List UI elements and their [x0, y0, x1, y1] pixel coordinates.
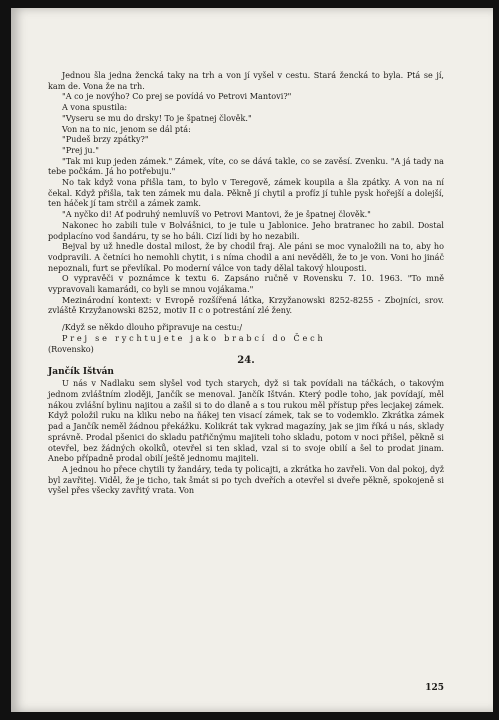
paragraph: Von na to nic, jenom se dál ptá:: [62, 123, 191, 134]
paragraph: "A nyčko di! Ať podruhý nemluvíš vo Petrovi Mantovi, že je špatnej člověk.": [62, 209, 371, 220]
page-paper: [11, 8, 493, 712]
paragraph: Jednou šla jedna žencká taky na trh a von jí vyšel v cestu. Stará žencká to byla. Ptá se jí, kam de. Vona že na trh.: [48, 70, 444, 91]
paragraph: "Prej ju.": [62, 144, 99, 155]
paragraph: No tak když vona přišla tam, to bylo v Teregově, zámek koupila a šla zpátky. A von na ní čekal. Když přišla, tak ten zámek mu dala. Pěkně jí chytil a profíz jí tuhle pysk hořejší a dolejší, ten háček jí tam strčil a zámek zamk.: [48, 177, 444, 209]
paragraph: "A co je novýho? Co prej se povídá vo Petrovi Mantovi?": [62, 91, 292, 102]
paragraph: U nás v Nadlaku sem slyšel vod tych starych, dyž si tak povídali na táčkách, o takovým jednom zvláštním zloději, Jančík se menoval. Jančík Ištván. Který podle toho, jak povídají, měl nákou zvlášní bylinu najitou a zašil si to do dlaně a s tou rukou měl přístup přes lecjakej zámek. Když položil ruku na kliku nebo na ňákej ten visací zámek, tak se to vodemklo. Zkrátka zámek pad a Jančík neměl žádnou překážku. Kolikrát tak vykrad magazíny, jak se jim říká u nás, sklady správně. Prodal pšenici do skladu patřičnýmu majiteli toho skladu, potom v noci přišel, pěkně si otevřel, bez žádných okolků, otevřel si ten sklad, vzal si to svoje obilí a šel to prodat jinam. Anebo případně prodal obilí ještě jednomu majiteli.: [48, 378, 444, 464]
paragraph: Bejval by už hnedle dostal milost, že by chodil fraj. Ale páni se moc vynaložili na to, aby ho vodpravili. A četníci ho nemohli chytit, i s níma chodil a ani nevěděli, že to je von. Voni ho jináč nepoznali, furt se převlíkal. Po moderní válce von tady dělal takový hlouposti.: [48, 241, 444, 273]
proverb-text: Prej se rychtujete jako brabcí do Čech: [62, 332, 326, 343]
paragraph: A vona spustila:: [62, 102, 128, 113]
page-number: 125: [425, 683, 444, 693]
paragraph: A jednou ho přece chytili ty žandáry, teda ty policajti, a zkrátka ho zavřeli. Von dal pokoj, dyž byl zavřitej. Viděl, že je ticho, tak šmát si po tych dveřích a otevřel si dveře pěkně, spokojeně si vyšel přes všecky zavřitý vrata. Von: [48, 463, 444, 496]
proverb-intro: /Když se někdo dlouho připravuje na cestu:/: [62, 322, 243, 333]
paragraph: "Vyseru se mu do drsky! To je špatnej člověk.": [62, 112, 252, 123]
story-title: Jančík Ištván: [48, 367, 114, 378]
paragraph: Mezinárodní kontext: v Evropě rozšířená látka, Krzyžanowski 8252-8255 - Zbojníci, srov. zvláště Krzyžanowski 8252, motiv II c o potrestání zlé ženy.: [48, 294, 444, 316]
paragraph: "Pudeš brzy zpátky?": [62, 134, 149, 145]
paragraph: "Tak mi kup jeden zámek." Zámek, víte, co se dává takle, co se zavěsí. Zvenku. "A já tady na tebe počkám. Já ho potřebuju.": [48, 155, 444, 177]
paragraph: Nakonec ho zabili tule v Bolvášnici, to je tule u Jablonice. Jeho bratranec ho zabil. Dostal podplacíno vod šandáru, ty se ho báli. Cizí lidi by ho nezabili.: [48, 219, 444, 241]
page-text: [48, 70, 444, 496]
chapter-number: 24.: [237, 355, 255, 367]
paragraph: O vypravěči v poznámce k textu 6. Zapsáno ručně v Rovensku 7. 10. 1963. "To mně vypravovali kamarádi, co byli se mnou vojákama.": [48, 273, 444, 295]
proverb-source: (Rovensko): [48, 343, 94, 354]
